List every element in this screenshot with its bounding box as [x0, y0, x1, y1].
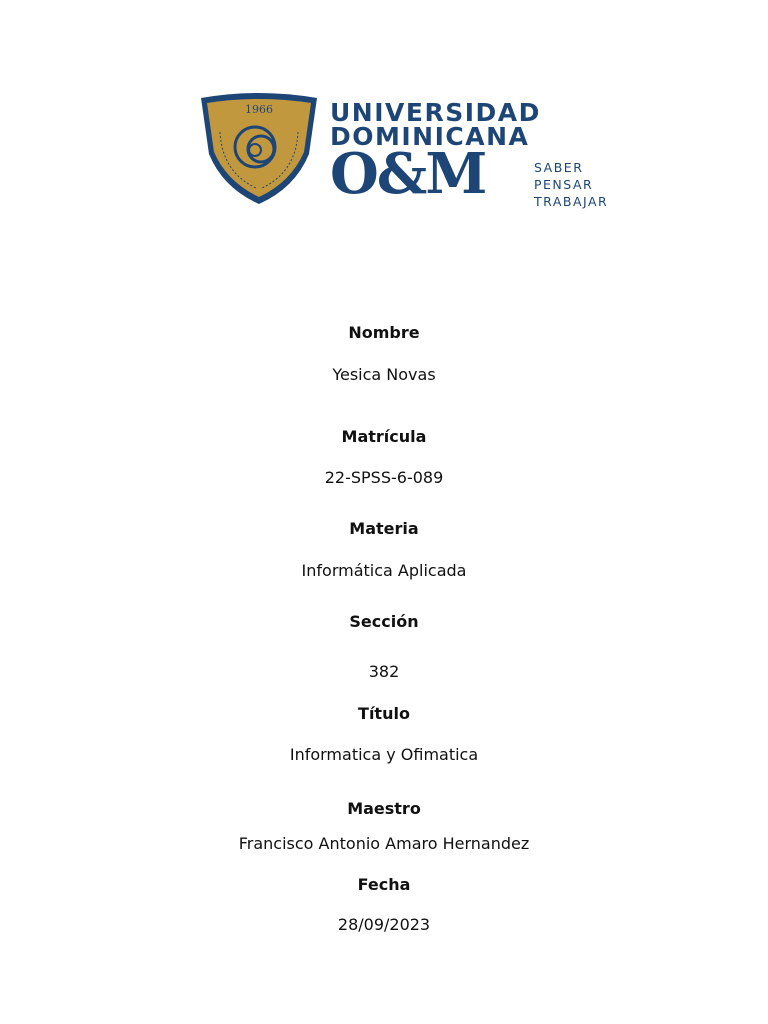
motto-line: PENSAR	[534, 177, 594, 192]
label-seccion: Sección	[349, 612, 419, 631]
shield-emblem-icon	[198, 92, 320, 208]
logo-line-dominicana: DOMINICANA	[330, 122, 530, 151]
label-fecha: Fecha	[357, 875, 411, 894]
shield-year: 1966	[245, 103, 273, 116]
value-nombre: Yesica Novas	[332, 365, 436, 384]
logo-line-universidad: UNIVERSIDAD	[330, 98, 541, 127]
label-maestro: Maestro	[347, 799, 421, 818]
value-materia: Informática Aplicada	[301, 561, 467, 580]
label-materia: Materia	[349, 519, 419, 538]
label-titulo: Título	[358, 704, 410, 723]
university-logo	[198, 92, 608, 208]
value-maestro: Francisco Antonio Amaro Hernandez	[238, 834, 530, 853]
logo-mark: O&M	[330, 141, 486, 207]
value-titulo: Informatica y Ofimatica	[289, 745, 479, 764]
value-seccion: 382	[368, 662, 400, 681]
label-matricula: Matrícula	[341, 427, 427, 446]
logo-motto	[534, 159, 608, 210]
label-nombre: Nombre	[348, 323, 420, 342]
motto-line: SABER	[534, 160, 584, 175]
value-fecha: 28/09/2023	[337, 915, 431, 934]
motto-line: TRABAJAR	[534, 194, 609, 209]
value-matricula: 22-SPSS-6-089	[324, 468, 444, 487]
